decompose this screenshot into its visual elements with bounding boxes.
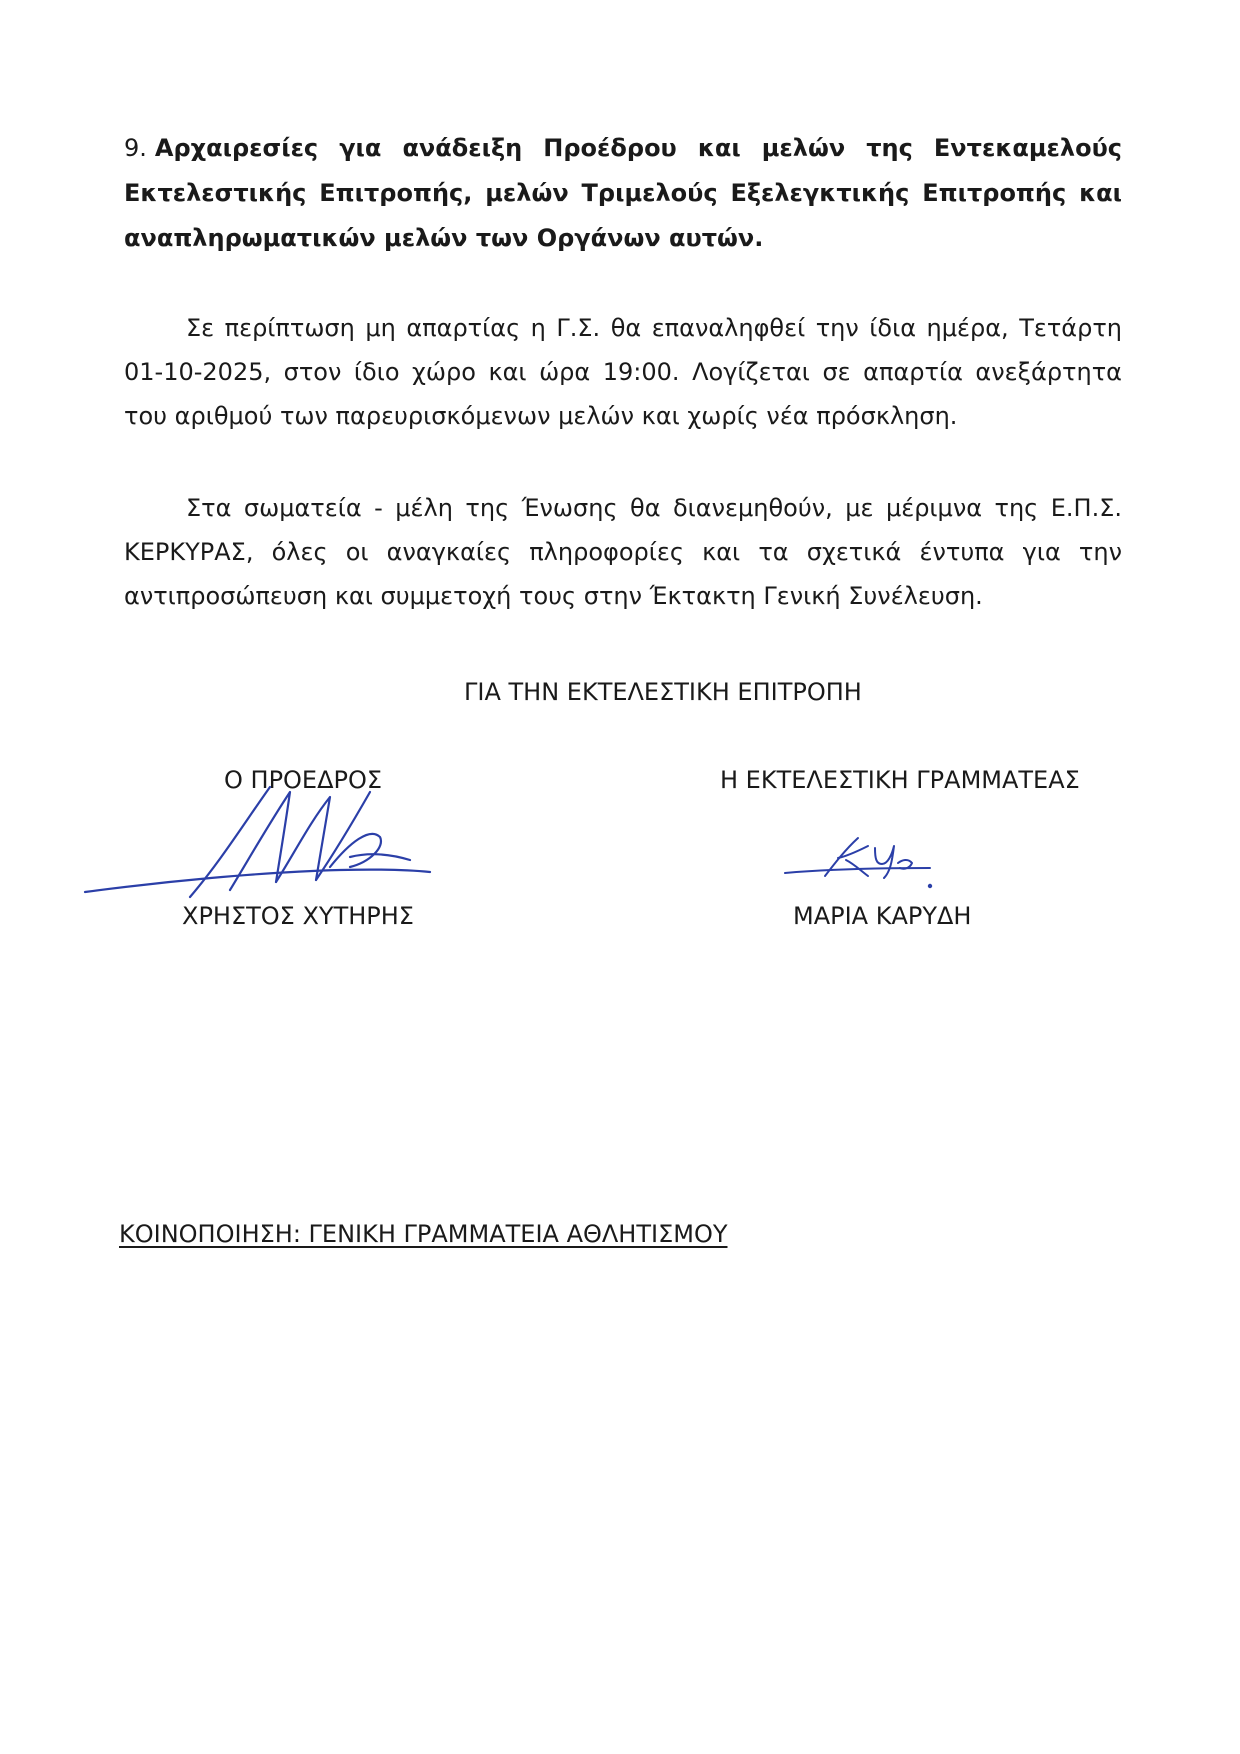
agenda-item-number: 9. [124, 134, 147, 162]
distribution-paragraph: Στα σωματεία - μέλη της Ένωσης θα διανεμηθούν, με μέριμνα της Ε.Π.Σ. ΚΕΡΚΥΡΑΣ, όλες οι αναγκαίες πληροφορίες και τα σχετικά έντυπα για την αντιπροσώπευση και συμμετοχή τους στην Έκτακτη Γενική Συνέλευση. [124, 494, 1122, 610]
president-name: ΧΡΗΣΤΟΣ ΧΥΤΗΡΗΣ [182, 902, 414, 930]
president-signature [80, 772, 440, 912]
agenda-item-9 [124, 126, 1122, 261]
president-title: Ο ΠΡΟΕΔΡΟΣ [224, 766, 383, 794]
agenda-item-text: Αρχαιρεσίες για ανάδειξη Προέδρου και μελών της Εντεκαμελούς Εκτελεστικής Επιτροπής, μελών Τριμελούς Εξελεγκτικής Επιτροπής και αναπληρωματικών μελών των Οργάνων αυτών. [124, 134, 1122, 252]
quorum-paragraph: Σε περίπτωση μη απαρτίας η Γ.Σ. θα επαναληφθεί την ίδια ημέρα, Τετάρτη 01-10-2025, στον ίδιο χώρο και ώρα 19:00. Λογίζεται σε απαρτία ανεξάρτητα του αριθμού των παρευρισκόμενων μελών και χωρίς νέα πρόσκληση. [124, 314, 1122, 430]
secretary-name: ΜΑΡΙΑ ΚΑΡΥΔΗ [793, 902, 972, 930]
secretary-signature [780, 828, 950, 898]
committee-heading: ΓΙΑ ΤΗΝ ΕΚΤΕΛΕΣΤΙΚΗ ΕΠΙΤΡΟΠΗ [464, 678, 862, 706]
notification-line: ΚΟΙΝΟΠΟΙΗΣΗ: ΓΕΝΙΚΗ ΓΡΑΜΜΑΤΕΙΑ ΑΘΛΗΤΙΣΜΟΥ [119, 1220, 728, 1248]
secretary-title: Η ΕΚΤΕΛΕΣΤΙΚΗ ΓΡΑΜΜΑΤΕΑΣ [720, 766, 1080, 794]
